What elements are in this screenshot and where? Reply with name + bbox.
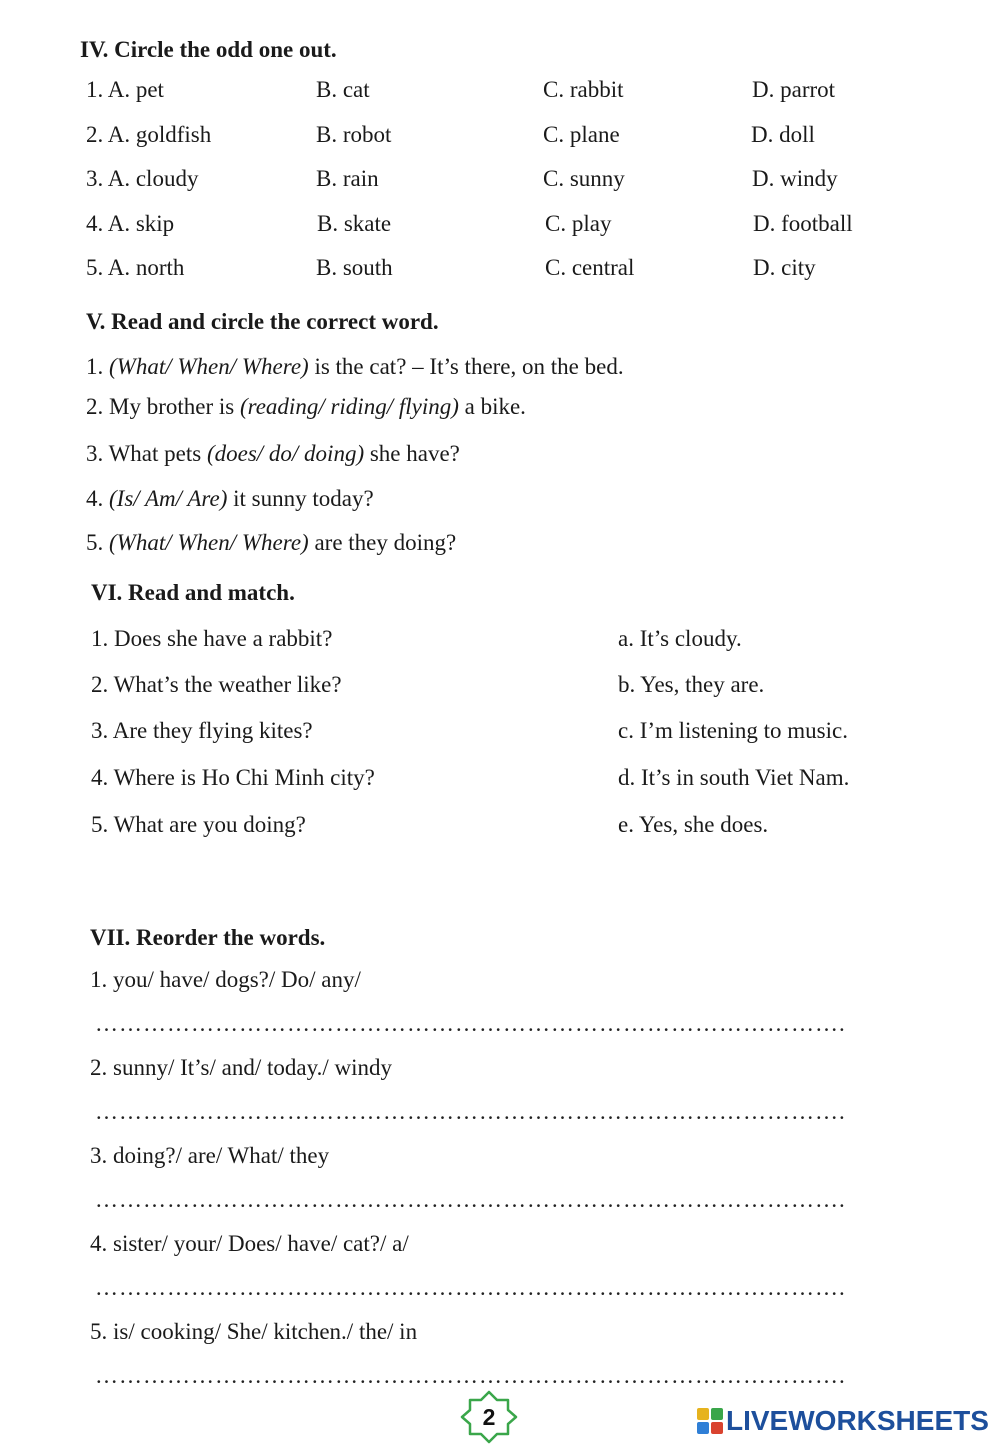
option-b[interactable]: B. skate [317,211,392,236]
item-suffix: is the cat? – It’s there, on the bed. [308,354,624,379]
reorder-prompt: 1. you/ have/ dogs?/ Do/ any/ [90,967,361,992]
item-suffix: are they doing? [308,530,457,555]
brand-name: LIVEWORKSHEETS [726,1405,989,1436]
word-choices[interactable]: (What/ When/ Where) [109,354,309,379]
match-answer[interactable]: e. Yes, she does. [618,812,769,837]
item-prefix: 1. [86,354,109,379]
option-a[interactable]: 4. A. skip [86,211,175,236]
liveworksheets-logo [697,1404,989,1438]
option-b[interactable]: B. robot [316,122,392,147]
page-number-badge [460,1390,518,1444]
answer-line[interactable]: …………………………………………………………………………………. [95,1012,846,1035]
reorder-prompt: 3. doing?/ are/ What/ they [90,1143,330,1168]
match-answer[interactable]: c. I’m listening to music. [618,718,848,743]
item-prefix: 3. What pets [86,441,207,466]
circle-word-item [86,355,624,378]
section-v-heading: V. Read and circle the correct word. [86,309,439,334]
word-choices[interactable]: (reading/ riding/ flying) [239,394,459,419]
page-number: 2 [482,1404,496,1430]
circle-word-item [86,442,460,465]
option-a[interactable]: 2. A. goldfish [86,122,212,147]
item-suffix: it sunny today? [227,486,374,511]
item-prefix: 5. [86,530,109,555]
match-question[interactable]: 2. What’s the weather like? [91,672,342,697]
option-a[interactable]: 3. A. cloudy [86,166,199,191]
circle-word-item [86,487,374,510]
option-a[interactable]: 5. A. north [86,255,185,280]
match-question[interactable]: 5. What are you doing? [91,812,306,837]
match-question[interactable]: 1. Does she have a rabbit? [91,626,333,651]
word-choices[interactable]: (does/ do/ doing) [206,441,365,466]
liveworksheets-logo-icon [697,1408,723,1434]
option-c[interactable]: C. plane [543,122,620,147]
word-choices[interactable]: (Is/ Am/ Are) [109,486,228,511]
answer-line[interactable]: …………………………………………………………………………………. [95,1364,846,1387]
reorder-prompt: 4. sister/ your/ Does/ have/ cat?/ a/ [90,1231,409,1256]
word-choices[interactable]: (What/ When/ Where) [109,530,309,555]
reorder-prompt: 2. sunny/ It’s/ and/ today./ windy [90,1055,392,1080]
option-c[interactable]: C. sunny [543,166,625,191]
match-question[interactable]: 4. Where is Ho Chi Minh city? [91,765,375,790]
option-b[interactable]: B. south [316,255,393,280]
reorder-prompt: 5. is/ cooking/ She/ kitchen./ the/ in [90,1319,418,1344]
answer-line[interactable]: …………………………………………………………………………………. [95,1188,846,1211]
option-c[interactable]: C. play [545,211,612,236]
section-vi-heading: VI. Read and match. [91,580,295,605]
option-c[interactable]: C. rabbit [543,77,624,102]
option-d[interactable]: D. parrot [752,77,836,102]
option-d[interactable]: D. doll [751,122,815,147]
circle-word-item [86,395,526,418]
match-question[interactable]: 3. Are they flying kites? [91,718,313,743]
option-c[interactable]: C. central [545,255,635,280]
answer-line[interactable]: …………………………………………………………………………………. [95,1100,846,1123]
match-answer[interactable]: a. It’s cloudy. [618,626,742,651]
option-d[interactable]: D. windy [752,166,838,191]
item-prefix: 2. My brother is [86,394,240,419]
item-prefix: 4. [86,486,109,511]
option-d[interactable]: D. city [753,255,816,280]
answer-line[interactable]: …………………………………………………………………………………. [95,1276,846,1299]
option-b[interactable]: B. cat [316,77,370,102]
match-answer[interactable]: b. Yes, they are. [618,672,765,697]
option-d[interactable]: D. football [753,211,853,236]
section-vii-heading: VII. Reorder the words. [90,925,326,950]
option-a[interactable]: 1. A. pet [86,77,164,102]
item-suffix: a bike. [458,394,526,419]
section-iv-heading: IV. Circle the odd one out. [80,37,337,62]
match-answer[interactable]: d. It’s in south Viet Nam. [618,765,850,790]
option-b[interactable]: B. rain [316,166,379,191]
circle-word-item [86,531,456,554]
item-suffix: she have? [364,441,460,466]
